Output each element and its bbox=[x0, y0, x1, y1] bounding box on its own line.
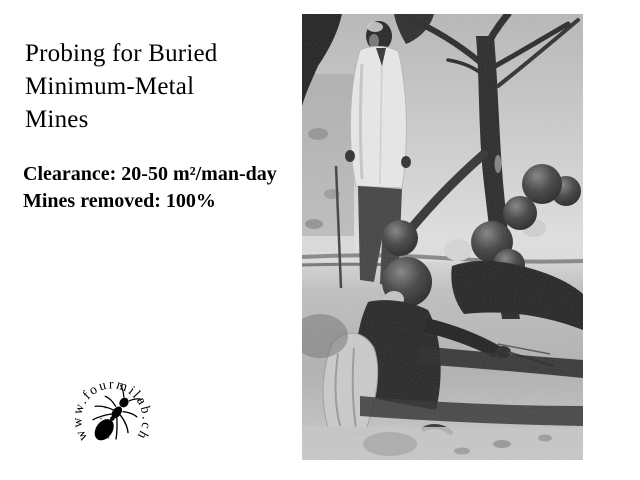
title-line-3: Mines bbox=[25, 106, 89, 133]
fourmilab-logo bbox=[58, 368, 166, 470]
logo-text-holder bbox=[69, 376, 154, 443]
clearance-stat: Clearance: 20-50 m²/man-day bbox=[23, 163, 277, 185]
minefield-photo-svg bbox=[302, 14, 583, 460]
mines-removed-stat: Mines removed: 100% bbox=[23, 190, 216, 212]
minefield-photo bbox=[302, 14, 583, 460]
film-grain-overlay bbox=[302, 14, 583, 460]
title-line-2: Minimum-Metal bbox=[25, 73, 195, 100]
slide-title bbox=[25, 37, 217, 136]
stats-block bbox=[23, 161, 277, 215]
logo-text: www.fourmilab.ch bbox=[69, 376, 155, 444]
fourmilab-logo-svg bbox=[58, 368, 166, 470]
title-line-1: Probing for Buried bbox=[25, 40, 218, 67]
